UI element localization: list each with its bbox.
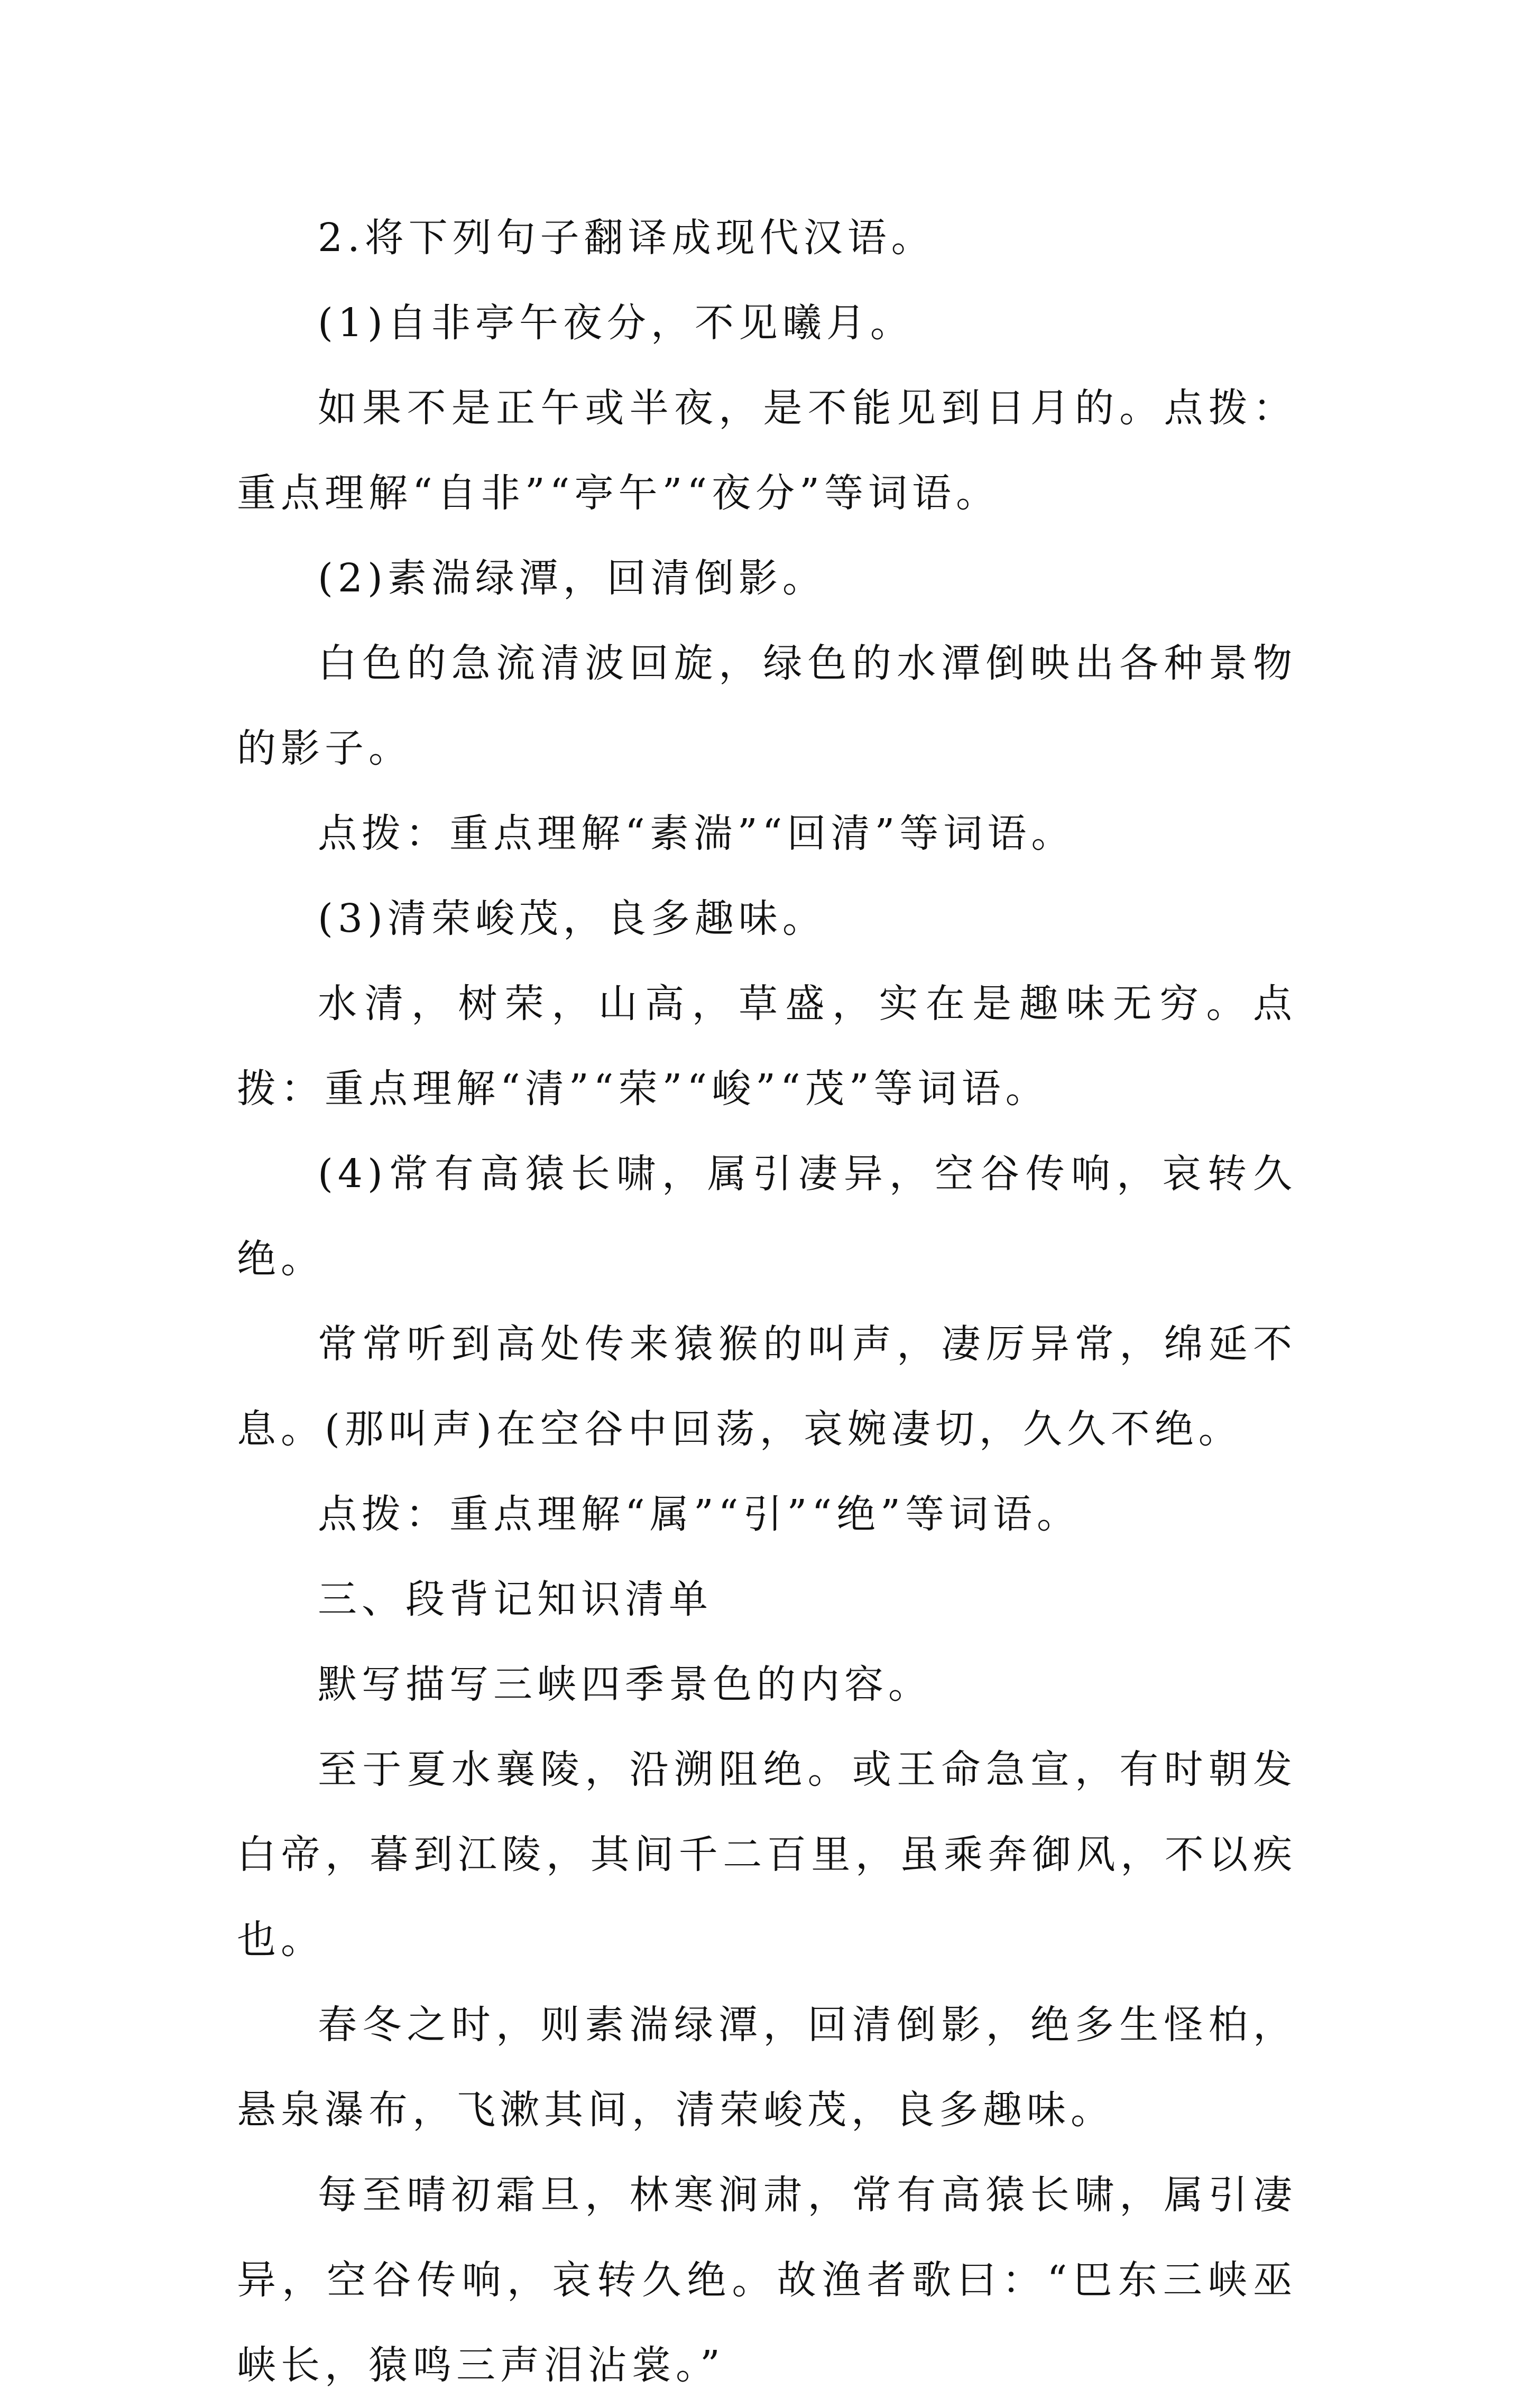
paragraph-summer: 至于夏水襄陵，沿溯阻绝。或王命急宣，有时朝发白帝，暮到江陵，其间千二百里，虽乘奔御风，不以疾也。 [237,1747,1297,1962]
paragraph-sentence-1: (1)自非亭午夜分，不见曦月。 [318,300,914,346]
paragraph-hint-4: 点拨：重点理解“属”“引”“绝”等词语。 [318,1492,1081,1537]
paragraph-answer-3: 水清，树荣，山高，草盛，实在是趣味无穷。点拨：重点理解“清”“荣”“峻”“茂”等词语。 [237,981,1297,1112]
paragraph-autumn: 每至晴初霜旦，林寒涧肃，常有高猿长啸，属引凄异，空谷传响，哀转久绝。故渔者歌曰：“巴东三峡巫峡长，猿鸣三声泪沾裳。” [237,2172,1297,2388]
paragraph-answer-4: 常常听到高处传来猿猴的叫声，凄厉异常，绵延不息。(那叫声)在空谷中回荡，哀婉凄切，久久不绝。 [237,1321,1297,1452]
paragraph-heading-translate: 2.将下列句子翻译成现代汉语。 [318,215,935,261]
section-heading-recitation: 三、段背记知识清单 [318,1577,713,1622]
paragraph-dictation-task: 默写描写三峡四季景色的内容。 [318,1662,932,1707]
paragraph-hint-2: 点拨：重点理解“素湍”“回清”等词语。 [318,811,1075,856]
paragraph-spring-winter: 春冬之时，则素湍绿潭，回清倒影，绝多生怪柏，悬泉瀑布，飞漱其间，清荣峻茂，良多趣味。 [237,2002,1297,2133]
document-body [237,196,1297,2408]
paragraph-sentence-3: (3)清荣峻茂，良多趣味。 [318,896,826,941]
paragraph-answer-2: 白色的急流清波回旋，绿色的水潭倒映出各种景物的影子。 [237,641,1297,771]
paragraph-sentence-2: (2)素湍绿潭，回清倒影。 [318,555,826,601]
paragraph-answer-1: 如果不是正午或半夜，是不能见到日月的。点拨：重点理解“自非”“亭午”“夜分”等词语。 [237,385,1297,516]
paragraph-sentence-4: (4)常有高猿长啸，属引凄异，空谷传响，哀转久绝。 [237,1151,1297,1282]
